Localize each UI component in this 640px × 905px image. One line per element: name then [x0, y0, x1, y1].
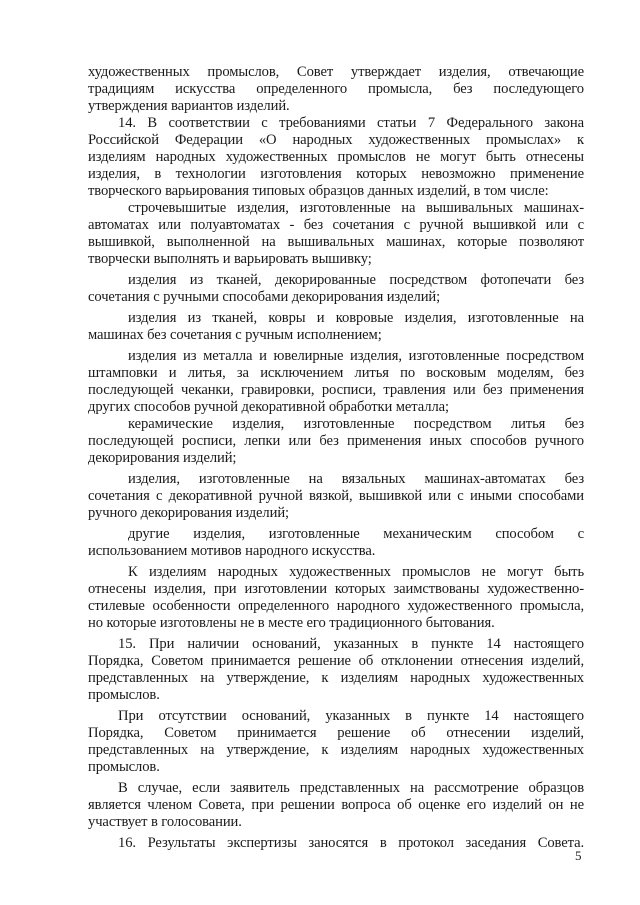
- text-line: штамповки и литья, за исключением литья по восковым моделям, без: [88, 365, 584, 381]
- text-line: изделиям народных художественных промыслов не могут быть отнесены: [88, 149, 584, 165]
- text-line: ручного декорирования изделий;: [88, 505, 289, 521]
- text-line: отнесены изделия, при изготовлении которых заимствованы художественно-: [88, 581, 584, 597]
- text-line: художественных промыслов, Совет утверждает изделия, отвечающие: [88, 64, 584, 80]
- text-line: изделия из тканей, декорированные посредством фотопечати без: [128, 272, 584, 288]
- text-line: использованием мотивов народного искусства.: [88, 543, 376, 559]
- document-body: [88, 64, 584, 852]
- text-line: творческого варьирования типовых образцов данных изделий, в том числе:: [88, 183, 549, 199]
- text-line: Российской Федерации «О народных художественных промыслах» к: [88, 132, 584, 148]
- text-line: другие изделия, изготовленные механическим способом с: [128, 526, 584, 542]
- text-line: участвует в голосовании.: [88, 814, 242, 830]
- text-line: керамические изделия, изготовленные посредством литья без: [128, 416, 584, 432]
- text-line: изделия из металла и ювелирные изделия, изготовленные посредством: [128, 348, 584, 364]
- text-line: последующей чеканки, гравировки, росписи, травления или без применения: [88, 382, 584, 398]
- text-line: Порядка, Советом принимается решение об отнесении изделий,: [88, 725, 584, 741]
- text-line: вышивкой, выполненной на вышивальных машинах, которые позволяют: [88, 234, 584, 250]
- text-line: 14. В соответствии с требованиями статьи 7 Федерального закона: [118, 115, 584, 131]
- text-line: изделия, в технологии изготовления которых невозможно применение: [88, 166, 584, 182]
- text-line: декорирования изделий;: [88, 450, 237, 466]
- text-line: сочетания с декоративной ручной вязкой, вышивкой или с иными способами: [88, 488, 584, 504]
- text-line: традициям искусства определенного промысла, без последующего: [88, 81, 584, 97]
- text-line: Порядка, Советом принимается решение об отклонении отнесения изделий,: [88, 653, 584, 669]
- text-line: строчевышитые изделия, изготовленные на вышивальных машинах-: [128, 200, 584, 216]
- text-line: утверждения вариантов изделий.: [88, 98, 290, 114]
- text-line: сочетания с ручными способами декорирования изделий;: [88, 289, 441, 305]
- text-line: представленных на утверждение, к изделиям народных художественных: [88, 670, 584, 686]
- text-line: промыслов.: [88, 759, 160, 775]
- text-line: В случае, если заявитель представленных на рассмотрение образцов: [118, 780, 584, 796]
- text-line: 15. При наличии оснований, указанных в пункте 14 настоящего: [118, 636, 584, 652]
- text-line: других способов ручной декоративной обработки металла;: [88, 399, 449, 415]
- text-line: промыслов.: [88, 687, 160, 703]
- text-line: является членом Совета, при решении вопроса об оценке его изделий он не: [88, 797, 584, 813]
- text-line: последующей росписи, лепки или без применения иных способов ручного: [88, 433, 584, 449]
- text-line: но которые изготовлены не в месте его традиционного бытования.: [88, 615, 495, 631]
- text-line: изделия, изготовленные на вязальных машинах-автоматах без: [128, 471, 584, 487]
- text-line: машинах без сочетания с ручным исполнением;: [88, 327, 382, 343]
- text-line: представленных на утверждение, к изделиям народных художественных: [88, 742, 584, 758]
- text-line: творчески выполнять и варьировать вышивку;: [88, 251, 372, 267]
- page-number: 5: [575, 848, 582, 863]
- text-line: При отсутствии оснований, указанных в пункте 14 настоящего: [118, 708, 584, 724]
- text-line: автоматах или полуавтоматах - без сочетания с ручной вышивкой или с: [88, 217, 584, 233]
- text-line: К изделиям народных художественных промыслов не могут быть: [128, 564, 584, 580]
- text-line: изделия из тканей, ковры и ковровые изделия, изготовленные на: [128, 310, 584, 326]
- text-line: 16. Результаты экспертизы заносятся в протокол заседания Совета.: [118, 835, 584, 851]
- text-line: стилевые особенности определенного народного художественного промысла,: [88, 598, 584, 614]
